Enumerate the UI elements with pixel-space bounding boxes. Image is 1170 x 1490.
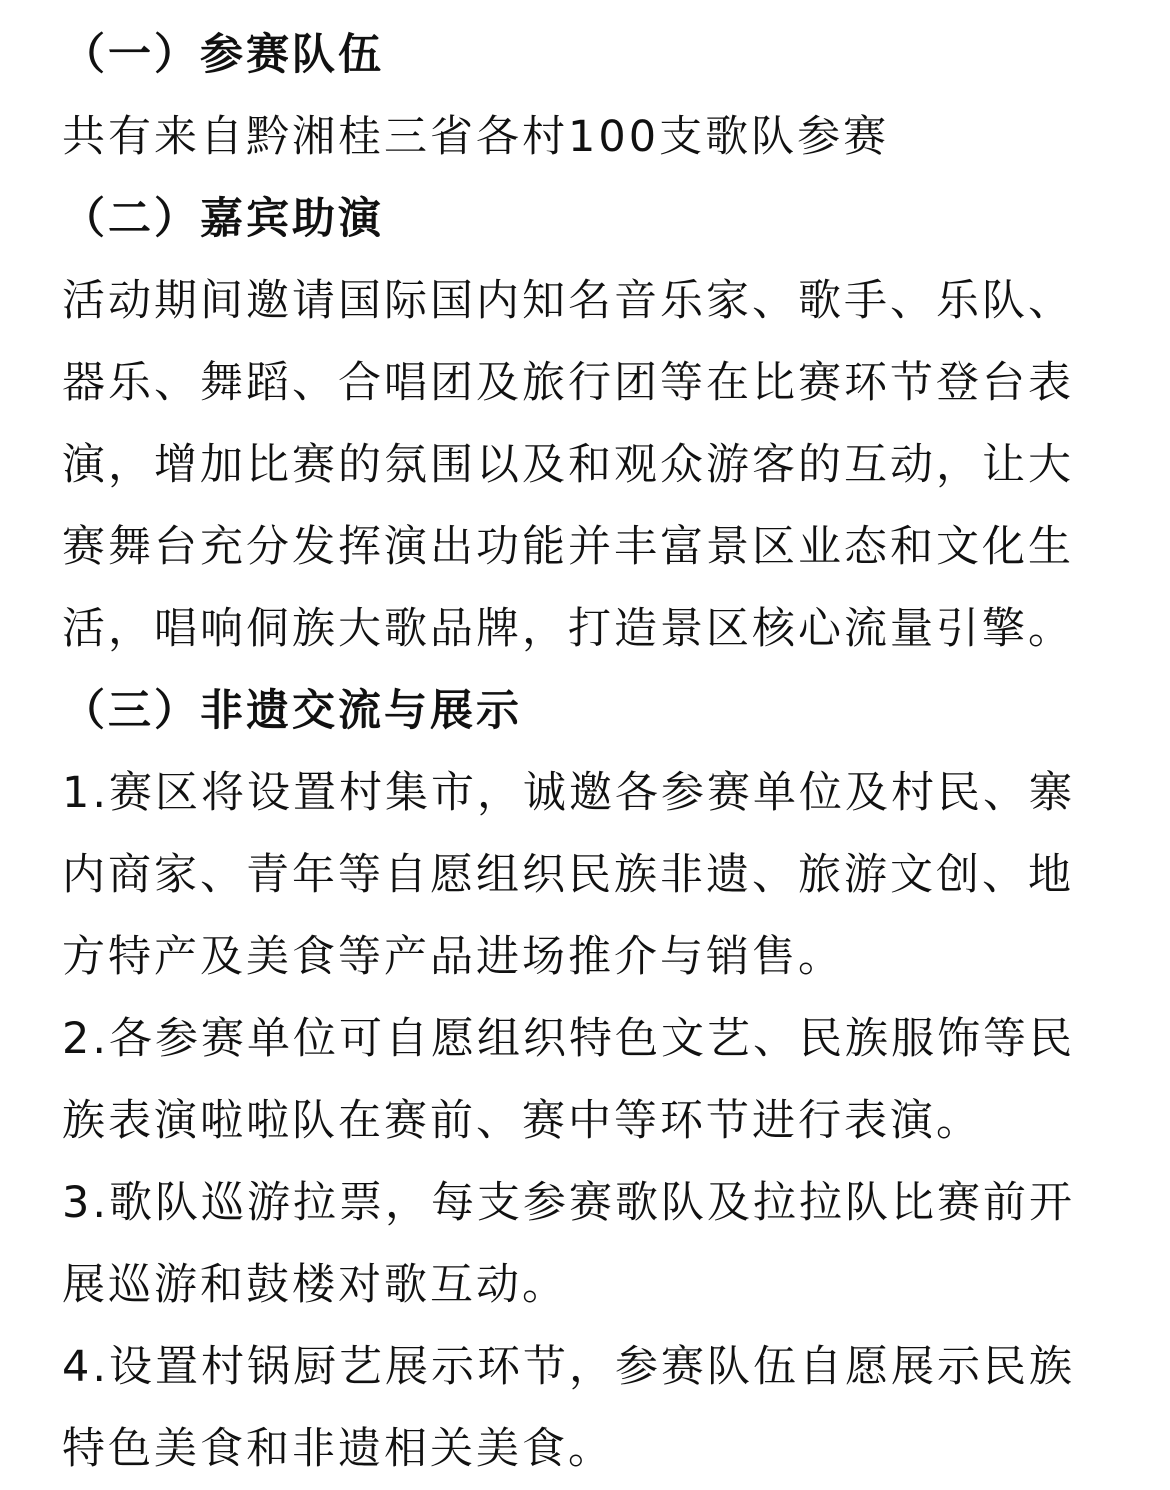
section-2-text-line: 活动期间邀请国际国内知名音乐家、歌手、乐队、 <box>62 276 1074 326</box>
section-3-text-line: 3.歌队巡游拉票，每支参赛歌队及拉拉队比赛前开 <box>62 1178 1076 1228</box>
section-2-heading: （二）嘉宾助演 <box>62 194 384 244</box>
document-body <box>62 14 1122 1490</box>
section-3-text-line: 4.设置村锅厨艺展示环节，参赛队伍自愿展示民族 <box>62 1342 1076 1392</box>
section-3-text-line: 2.各参赛单位可自愿组织特色文艺、民族服饰等民 <box>62 1014 1076 1064</box>
section-2-text-line: 赛舞台充分发挥演出功能并丰富景区业态和文化生 <box>62 522 1074 572</box>
section-2-text-line: 演，增加比赛的氛围以及和观众游客的互动，让大 <box>62 440 1074 490</box>
section-3-text-line: 展巡游和鼓楼对歌互动。 <box>62 1260 568 1310</box>
section-3-text-line: 1.赛区将设置村集市，诚邀各参赛单位及村民、寨 <box>62 768 1076 818</box>
section-2-text-line: 活，唱响侗族大歌品牌，打造景区核心流量引擎。 <box>62 604 1074 654</box>
section-3-text-line: 方特产及美食等产品进场推介与销售。 <box>62 932 844 982</box>
section-3-text-line: 特色美食和非遗相关美食。 <box>62 1424 614 1474</box>
section-3-heading: （三）非遗交流与展示 <box>62 686 522 736</box>
section-3-text-line: 族表演啦啦队在赛前、赛中等环节进行表演。 <box>62 1096 982 1146</box>
section-1-heading: （一）参赛队伍 <box>62 30 384 80</box>
section-2-text-line: 器乐、舞蹈、合唱团及旅行团等在比赛环节登台表 <box>62 358 1074 408</box>
section-3-text-line: 内商家、青年等自愿组织民族非遗、旅游文创、地 <box>62 850 1074 900</box>
section-1-text-line: 共有来自黔湘桂三省各村100支歌队参赛 <box>62 112 890 162</box>
